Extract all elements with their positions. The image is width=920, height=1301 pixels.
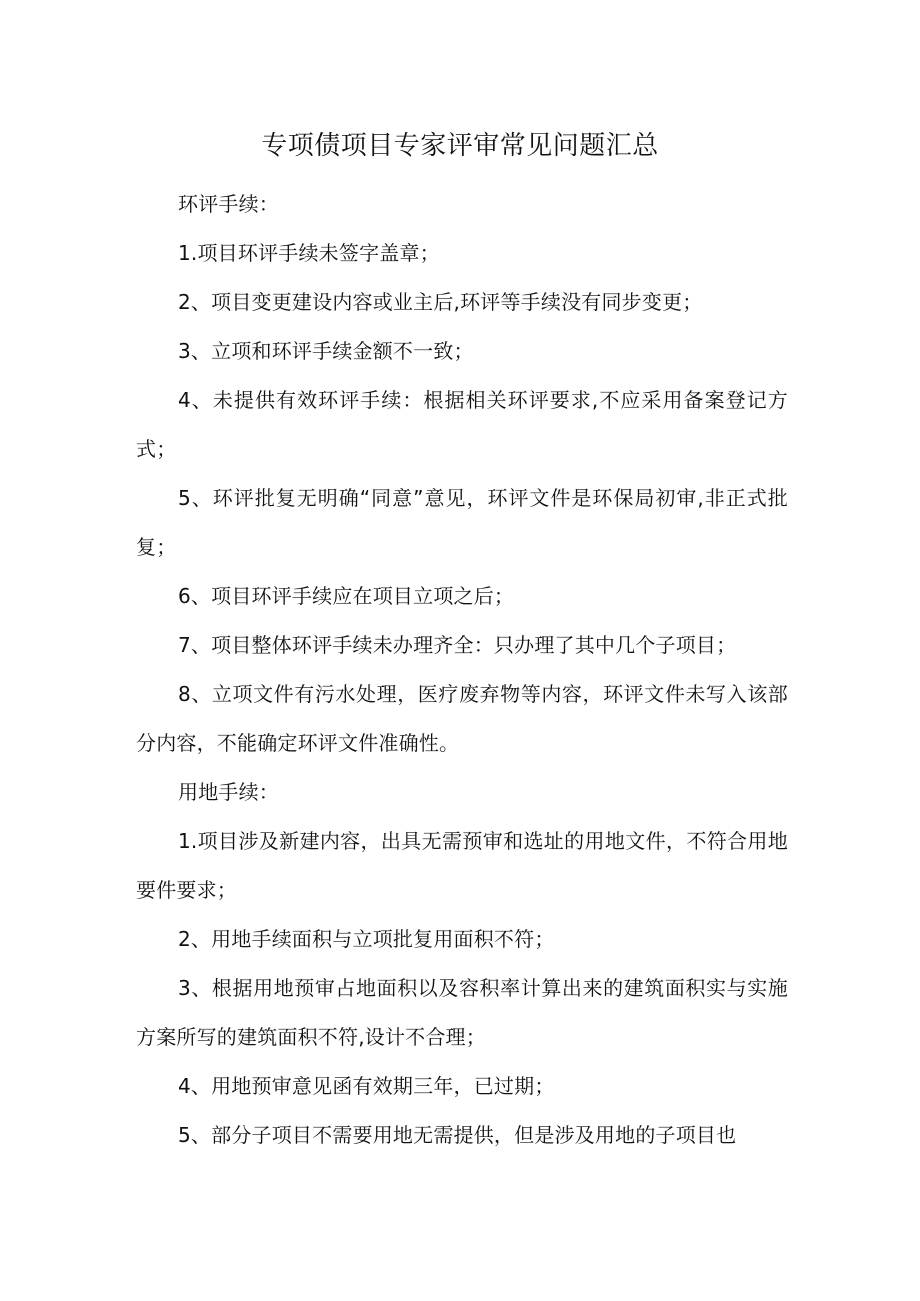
list-item: 6、项目环评手续应在项目立项之后； [178, 584, 515, 608]
document-body [136, 180, 788, 1160]
list-item: 3、根据用地预审占地面积以及容积率计算出来的建筑面积实与实施方案所写的建筑面积不符,设计不合理； [136, 976, 788, 1049]
list-item: 8、立项文件有污水处理，医疗废弃物等内容，环评文件未写入该部分内容，不能确定环评文件准确性。 [136, 682, 788, 755]
section-heading-land-use: 用地手续： [178, 780, 279, 804]
list-item: 1.项目环评手续未签字盖章； [178, 241, 440, 265]
list-item: 7、项目整体环评手续未办理齐全：只办理了其中几个子项目； [178, 633, 737, 657]
list-item: 2、用地手续面积与立项批复用面积不符； [178, 927, 555, 951]
list-item: 4、未提供有效环评手续：根据相关环评要求,不应采用备案登记方式； [136, 388, 788, 461]
section-heading-environmental: 环评手续： [178, 192, 279, 216]
list-item: 3、立项和环评手续金额不一致； [178, 339, 474, 363]
document-title: 专项债项目专家评审常见问题汇总 [261, 131, 659, 161]
list-item: 5、环评批复无明确“同意”意见，环评文件是环保局初审,非正式批复； [136, 486, 788, 559]
list-item: 1.项目涉及新建内容，出具无需预审和选址的用地文件，不符合用地要件要求； [136, 829, 788, 902]
list-item: 5、部分子项目不需要用地无需提供，但是涉及用地的子项目也 [178, 1123, 737, 1147]
list-item: 2、项目变更建设内容或业主后,环评等手续没有同步变更； [178, 290, 703, 314]
list-item: 4、用地预审意见函有效期三年，已过期； [178, 1074, 555, 1098]
